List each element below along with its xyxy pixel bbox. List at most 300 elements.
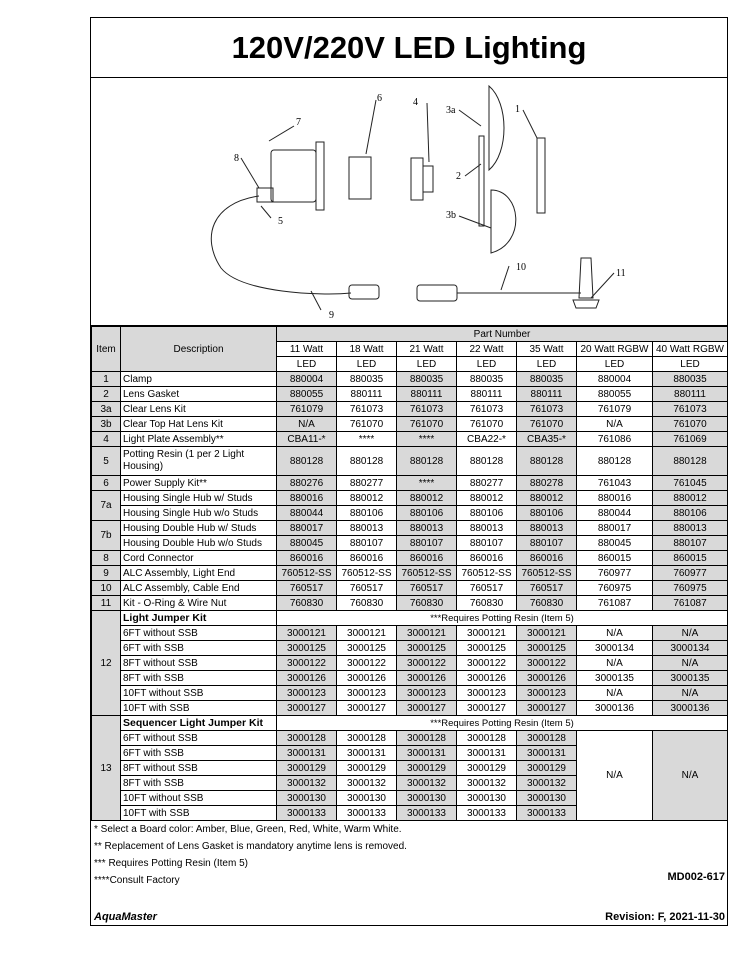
part-number-cell: 761069: [653, 432, 728, 447]
part-number-cell: 761087: [653, 596, 728, 611]
part-number-cell: 3000125: [397, 641, 457, 656]
kit-description: 10FT with SSB: [121, 806, 277, 821]
oring-kit-shape: [579, 258, 593, 298]
part-number-cell: 880012: [517, 491, 577, 506]
part-number-cell: 3000126: [337, 671, 397, 686]
part-number-cell: 880035: [517, 372, 577, 387]
item-number: 6: [92, 476, 121, 491]
part-number-cell: 3000128: [457, 731, 517, 746]
housing-shape: [271, 150, 316, 202]
callout-3a: 3a: [446, 105, 456, 116]
part-number-cell: N/A: [577, 686, 653, 701]
part-number-cell: 3000133: [397, 806, 457, 821]
connector-light-end-shape: [349, 285, 379, 299]
header-type: LED: [337, 357, 397, 372]
item-number: 11: [92, 596, 121, 611]
header-type: LED: [277, 357, 337, 372]
part-number-cell: 3000122: [337, 656, 397, 671]
part-number-cell: 860016: [517, 551, 577, 566]
part-number-cell: ****: [397, 432, 457, 447]
part-number-cell: 3000128: [337, 731, 397, 746]
header-type: LED: [457, 357, 517, 372]
na-cell: N/A: [653, 731, 728, 821]
item-number: 3a: [92, 402, 121, 417]
part-number-cell: 3000131: [457, 746, 517, 761]
part-number-cell: 3000130: [337, 791, 397, 806]
part-number-cell: 880106: [397, 506, 457, 521]
part-number-cell: 760512-SS: [517, 566, 577, 581]
part-description: Housing Single Hub w/o Studs: [121, 506, 277, 521]
header-watt: 21 Watt: [397, 342, 457, 357]
table-row: [92, 327, 728, 342]
part-description: ALC Assembly, Light End: [121, 566, 277, 581]
part-number-cell: 760517: [457, 581, 517, 596]
part-number-cell: 3000131: [397, 746, 457, 761]
part-number-cell: 880004: [277, 372, 337, 387]
part-number-cell: 3000125: [277, 641, 337, 656]
part-number-cell: 3000129: [517, 761, 577, 776]
table-row: [92, 581, 728, 596]
part-number-cell: 880128: [397, 447, 457, 476]
header-item: Item: [92, 327, 121, 372]
part-number-cell: 3000130: [517, 791, 577, 806]
part-number-cell: 761070: [457, 417, 517, 432]
footnote: ****Consult Factory: [94, 875, 180, 886]
part-number-cell: 3000136: [577, 701, 653, 716]
part-number-cell: 760830: [517, 596, 577, 611]
part-description: Housing Double Hub w/o Studs: [121, 536, 277, 551]
part-number-cell: 880013: [337, 521, 397, 536]
table-row: [92, 506, 728, 521]
part-number-cell: 3000121: [517, 626, 577, 641]
revision: Revision: F, 2021-11-30: [605, 911, 725, 923]
part-number-cell: 880111: [653, 387, 728, 402]
part-number-cell: 880012: [397, 491, 457, 506]
kit-description: 10FT without SSB: [121, 791, 277, 806]
part-number-cell: 3000127: [337, 701, 397, 716]
part-description: Lens Gasket: [121, 387, 277, 402]
part-number-cell: 3000132: [277, 776, 337, 791]
table-row: [92, 372, 728, 387]
header-type: LED: [397, 357, 457, 372]
table-row: [92, 387, 728, 402]
callout-6: 6: [377, 93, 382, 104]
item-number: 2: [92, 387, 121, 402]
page-title: 120V/220V LED Lighting: [91, 18, 727, 78]
part-number-cell: 880016: [277, 491, 337, 506]
callout-7: 7: [296, 117, 301, 128]
kit-description: 10FT with SSB: [121, 701, 277, 716]
part-number-cell: 3000131: [337, 746, 397, 761]
part-number-cell: 880044: [277, 506, 337, 521]
part-number-cell: 3000136: [653, 701, 728, 716]
callout-5: 5: [278, 216, 283, 227]
part-number-cell: 3000133: [517, 806, 577, 821]
parts-table: [91, 326, 728, 821]
part-number-cell: 3000130: [457, 791, 517, 806]
footnote: ** Replacement of Lens Gasket is mandatory anytime lens is removed.: [94, 841, 407, 852]
part-number-cell: 3000127: [277, 701, 337, 716]
kit-description: 6FT with SSB: [121, 641, 277, 656]
part-number-cell: 3000132: [517, 776, 577, 791]
table-row: [92, 417, 728, 432]
part-number-cell: 880128: [337, 447, 397, 476]
part-number-cell: ****: [397, 476, 457, 491]
part-number-cell: 3000125: [457, 641, 517, 656]
part-number-cell: ****: [337, 432, 397, 447]
table-row: [92, 402, 728, 417]
part-number-cell: 3000131: [517, 746, 577, 761]
part-number-cell: 3000122: [457, 656, 517, 671]
header-description: Description: [121, 327, 277, 372]
part-number-cell: 3000132: [337, 776, 397, 791]
table-row: [92, 686, 728, 701]
part-number-cell: 760517: [337, 581, 397, 596]
item-number: 7b: [92, 521, 121, 551]
part-number-cell: 761070: [517, 417, 577, 432]
part-number-cell: 880035: [457, 372, 517, 387]
part-number-cell: 880278: [517, 476, 577, 491]
part-number-cell: 3000121: [277, 626, 337, 641]
part-number-cell: 3000122: [397, 656, 457, 671]
part-description: Cord Connector: [121, 551, 277, 566]
part-number-cell: 860015: [577, 551, 653, 566]
part-number-cell: 880004: [577, 372, 653, 387]
part-description: Housing Single Hub w/ Studs: [121, 491, 277, 506]
table-row: [92, 447, 728, 476]
part-description: Clear Lens Kit: [121, 402, 277, 417]
part-number-cell: 880012: [337, 491, 397, 506]
part-number-cell: 760512-SS: [277, 566, 337, 581]
section-title: Sequencer Light Jumper Kit: [121, 716, 277, 731]
exploded-parts-diagram: [91, 78, 727, 326]
part-number-cell: 880045: [577, 536, 653, 551]
callout-1: 1: [515, 104, 520, 115]
part-number-cell: 880107: [517, 536, 577, 551]
part-number-cell: 880017: [277, 521, 337, 536]
part-number-cell: 760830: [277, 596, 337, 611]
part-number-cell: 761043: [577, 476, 653, 491]
part-number-cell: 3000125: [337, 641, 397, 656]
part-number-cell: 880012: [457, 491, 517, 506]
part-number-cell: 880016: [577, 491, 653, 506]
part-number-cell: 3000135: [577, 671, 653, 686]
part-number-cell: N/A: [653, 686, 728, 701]
part-number-cell: 880013: [397, 521, 457, 536]
footer: [91, 869, 727, 925]
part-number-cell: 3000127: [397, 701, 457, 716]
table-row: [92, 596, 728, 611]
part-description: Clear Top Hat Lens Kit: [121, 417, 277, 432]
part-number-cell: 760830: [457, 596, 517, 611]
kit-description: 8FT without SSB: [121, 761, 277, 776]
table-row: [92, 432, 728, 447]
part-number-cell: 880045: [277, 536, 337, 551]
item-number: 4: [92, 432, 121, 447]
part-number-cell: 3000127: [457, 701, 517, 716]
part-number-cell: 3000123: [397, 686, 457, 701]
item-number: 12: [92, 611, 121, 716]
kit-description: 6FT with SSB: [121, 746, 277, 761]
part-number-cell: 3000132: [397, 776, 457, 791]
item-number: 7a: [92, 491, 121, 521]
kit-description: 8FT with SSB: [121, 776, 277, 791]
part-number-cell: 880111: [397, 387, 457, 402]
header-type: LED: [517, 357, 577, 372]
part-number-cell: 880012: [653, 491, 728, 506]
item-number: 13: [92, 716, 121, 821]
part-number-cell: CBA35-*: [517, 432, 577, 447]
header-watt: 18 Watt: [337, 342, 397, 357]
part-number-cell: 860016: [397, 551, 457, 566]
table-row: [92, 611, 728, 626]
part-number-cell: 760830: [337, 596, 397, 611]
part-number-cell: 3000122: [517, 656, 577, 671]
part-description: Kit - O-Ring & Wire Nut: [121, 596, 277, 611]
part-number-cell: 880035: [397, 372, 457, 387]
header-type: LED: [653, 357, 728, 372]
footnote: * Select a Board color: Amber, Blue, Green, Red, White, Warm White.: [94, 824, 402, 835]
part-number-cell: 880107: [337, 536, 397, 551]
lens-3a-shape: [489, 86, 504, 170]
part-number-cell: 760512-SS: [397, 566, 457, 581]
part-number-cell: 880013: [517, 521, 577, 536]
table-row: [92, 671, 728, 686]
part-number-cell: N/A: [577, 626, 653, 641]
part-number-cell: 880128: [517, 447, 577, 476]
part-number-cell: 3000133: [337, 806, 397, 821]
part-number-cell: N/A: [653, 656, 728, 671]
part-description: Power Supply Kit**: [121, 476, 277, 491]
part-number-cell: 3000130: [397, 791, 457, 806]
item-number: 10: [92, 581, 121, 596]
cord-shape: [211, 196, 351, 294]
header-part-number: Part Number: [277, 327, 728, 342]
part-number-cell: 3000122: [277, 656, 337, 671]
part-number-cell: 761070: [653, 417, 728, 432]
part-number-cell: 880035: [653, 372, 728, 387]
table-row: [92, 731, 728, 746]
part-number-cell: 3000133: [457, 806, 517, 821]
part-number-cell: 860016: [277, 551, 337, 566]
item-number: 8: [92, 551, 121, 566]
part-number-cell: 760830: [397, 596, 457, 611]
part-number-cell: N/A: [577, 656, 653, 671]
part-number-cell: 3000123: [517, 686, 577, 701]
part-number-cell: 3000128: [397, 731, 457, 746]
part-number-cell: 3000129: [277, 761, 337, 776]
part-number-cell: CBA22-*: [457, 432, 517, 447]
part-number-cell: 760517: [517, 581, 577, 596]
part-number-cell: 3000126: [517, 671, 577, 686]
part-number-cell: 3000123: [277, 686, 337, 701]
callout-4: 4: [413, 97, 418, 108]
spec-sheet: [90, 17, 728, 926]
part-number-cell: 860016: [457, 551, 517, 566]
part-description: Light Plate Assembly**: [121, 432, 277, 447]
part-number-cell: 860016: [337, 551, 397, 566]
part-number-cell: 3000125: [517, 641, 577, 656]
part-number-cell: 880277: [457, 476, 517, 491]
part-number-cell: 880111: [337, 387, 397, 402]
part-number-cell: 3000128: [277, 731, 337, 746]
part-number-cell: 3000126: [397, 671, 457, 686]
brand-name: AquaMaster: [94, 911, 157, 923]
kit-description: 6FT without SSB: [121, 731, 277, 746]
part-number-cell: 880128: [457, 447, 517, 476]
part-number-cell: 761079: [577, 402, 653, 417]
part-number-cell: 3000133: [277, 806, 337, 821]
gasket-shape: [479, 136, 484, 226]
part-number-cell: 880277: [337, 476, 397, 491]
part-number-cell: 3000134: [577, 641, 653, 656]
part-description: ALC Assembly, Cable End: [121, 581, 277, 596]
part-number-cell: 880017: [577, 521, 653, 536]
part-number-cell: 760517: [397, 581, 457, 596]
part-number-cell: 880111: [457, 387, 517, 402]
part-number-cell: 3000129: [337, 761, 397, 776]
part-number-cell: 880111: [517, 387, 577, 402]
part-number-cell: 880128: [277, 447, 337, 476]
part-number-cell: 3000132: [457, 776, 517, 791]
table-row: [92, 566, 728, 581]
part-number-cell: 880107: [397, 536, 457, 551]
item-number: 3b: [92, 417, 121, 432]
na-cell: N/A: [577, 731, 653, 821]
header-watt: 40 Watt RGBW: [653, 342, 728, 357]
part-number-cell: 761045: [653, 476, 728, 491]
part-number-cell: 3000121: [397, 626, 457, 641]
section-title: Light Jumper Kit: [121, 611, 277, 626]
part-number-cell: 3000121: [337, 626, 397, 641]
parts-drawing: [91, 78, 727, 325]
part-number-cell: 760977: [653, 566, 728, 581]
table-row: [92, 656, 728, 671]
part-number-cell: 880055: [277, 387, 337, 402]
table-row: [92, 536, 728, 551]
part-number-cell: 3000129: [457, 761, 517, 776]
part-number-cell: 761073: [653, 402, 728, 417]
section-note: ***Requires Potting Resin (Item 5): [277, 611, 728, 626]
part-number-cell: 760512-SS: [337, 566, 397, 581]
part-number-cell: 880044: [577, 506, 653, 521]
part-number-cell: CBA11-*: [277, 432, 337, 447]
callout-10: 10: [516, 262, 526, 273]
part-number-cell: N/A: [577, 417, 653, 432]
table-row: [92, 476, 728, 491]
part-number-cell: N/A: [277, 417, 337, 432]
part-number-cell: 880107: [457, 536, 517, 551]
connector-cable-end-shape: [417, 285, 457, 301]
part-number-cell: 761079: [277, 402, 337, 417]
part-number-cell: 761073: [397, 402, 457, 417]
part-number-cell: 880106: [337, 506, 397, 521]
part-number-cell: 3000123: [337, 686, 397, 701]
part-number-cell: 3000131: [277, 746, 337, 761]
part-number-cell: 3000123: [457, 686, 517, 701]
part-number-cell: 760517: [277, 581, 337, 596]
part-description: Housing Double Hub w/ Studs: [121, 521, 277, 536]
kit-description: 8FT without SSB: [121, 656, 277, 671]
header-type: LED: [577, 357, 653, 372]
callout-11: 11: [616, 268, 626, 279]
part-number-cell: 3000134: [653, 641, 728, 656]
item-number: 1: [92, 372, 121, 387]
part-number-cell: 880128: [653, 447, 728, 476]
part-number-cell: 3000128: [517, 731, 577, 746]
table-row: [92, 626, 728, 641]
part-number-cell: 880013: [457, 521, 517, 536]
kit-description: 8FT with SSB: [121, 671, 277, 686]
part-number-cell: 760512-SS: [457, 566, 517, 581]
section-note: ***Requires Potting Resin (Item 5): [277, 716, 728, 731]
housing-flange: [316, 142, 324, 210]
callout-8: 8: [234, 153, 239, 164]
part-number-cell: 880013: [653, 521, 728, 536]
header-watt: 20 Watt RGBW: [577, 342, 653, 357]
table-row: [92, 551, 728, 566]
part-number-cell: 880055: [577, 387, 653, 402]
lens-3b-shape: [491, 190, 516, 253]
document-number: MD002-617: [667, 871, 725, 883]
part-number-cell: 761070: [397, 417, 457, 432]
part-number-cell: 761073: [517, 402, 577, 417]
part-number-cell: 761073: [457, 402, 517, 417]
part-number-cell: 3000126: [457, 671, 517, 686]
table-row: [92, 521, 728, 536]
part-number-cell: 3000121: [457, 626, 517, 641]
part-number-cell: 761073: [337, 402, 397, 417]
callout-2: 2: [456, 171, 461, 182]
light-plate-shape: [411, 158, 423, 200]
part-description: Clamp: [121, 372, 277, 387]
part-number-cell: 3000130: [277, 791, 337, 806]
part-number-cell: 880106: [457, 506, 517, 521]
part-number-cell: 760975: [577, 581, 653, 596]
item-number: 9: [92, 566, 121, 581]
header-watt: 11 Watt: [277, 342, 337, 357]
part-number-cell: 880035: [337, 372, 397, 387]
power-supply-shape: [349, 157, 371, 199]
part-number-cell: 761070: [337, 417, 397, 432]
part-number-cell: 760975: [653, 581, 728, 596]
part-number-cell: 3000129: [397, 761, 457, 776]
part-number-cell: 860015: [653, 551, 728, 566]
item-number: 5: [92, 447, 121, 476]
kit-description: 6FT without SSB: [121, 626, 277, 641]
table-row: [92, 491, 728, 506]
part-number-cell: 880106: [653, 506, 728, 521]
part-number-cell: 761087: [577, 596, 653, 611]
part-number-cell: N/A: [653, 626, 728, 641]
part-number-cell: 3000127: [517, 701, 577, 716]
part-number-cell: 880106: [517, 506, 577, 521]
table-row: [92, 701, 728, 716]
part-number-cell: 3000126: [277, 671, 337, 686]
footnote: *** Requires Potting Resin (Item 5): [94, 858, 248, 869]
part-number-cell: 880107: [653, 536, 728, 551]
part-number-cell: 760977: [577, 566, 653, 581]
clamp-shape: [537, 138, 545, 213]
header-watt: 35 Watt: [517, 342, 577, 357]
callout-3b: 3b: [446, 210, 456, 221]
kit-description: 10FT without SSB: [121, 686, 277, 701]
table-row: [92, 641, 728, 656]
table-row: [92, 716, 728, 731]
callout-9: 9: [329, 310, 334, 321]
part-number-cell: 761086: [577, 432, 653, 447]
part-number-cell: 880276: [277, 476, 337, 491]
